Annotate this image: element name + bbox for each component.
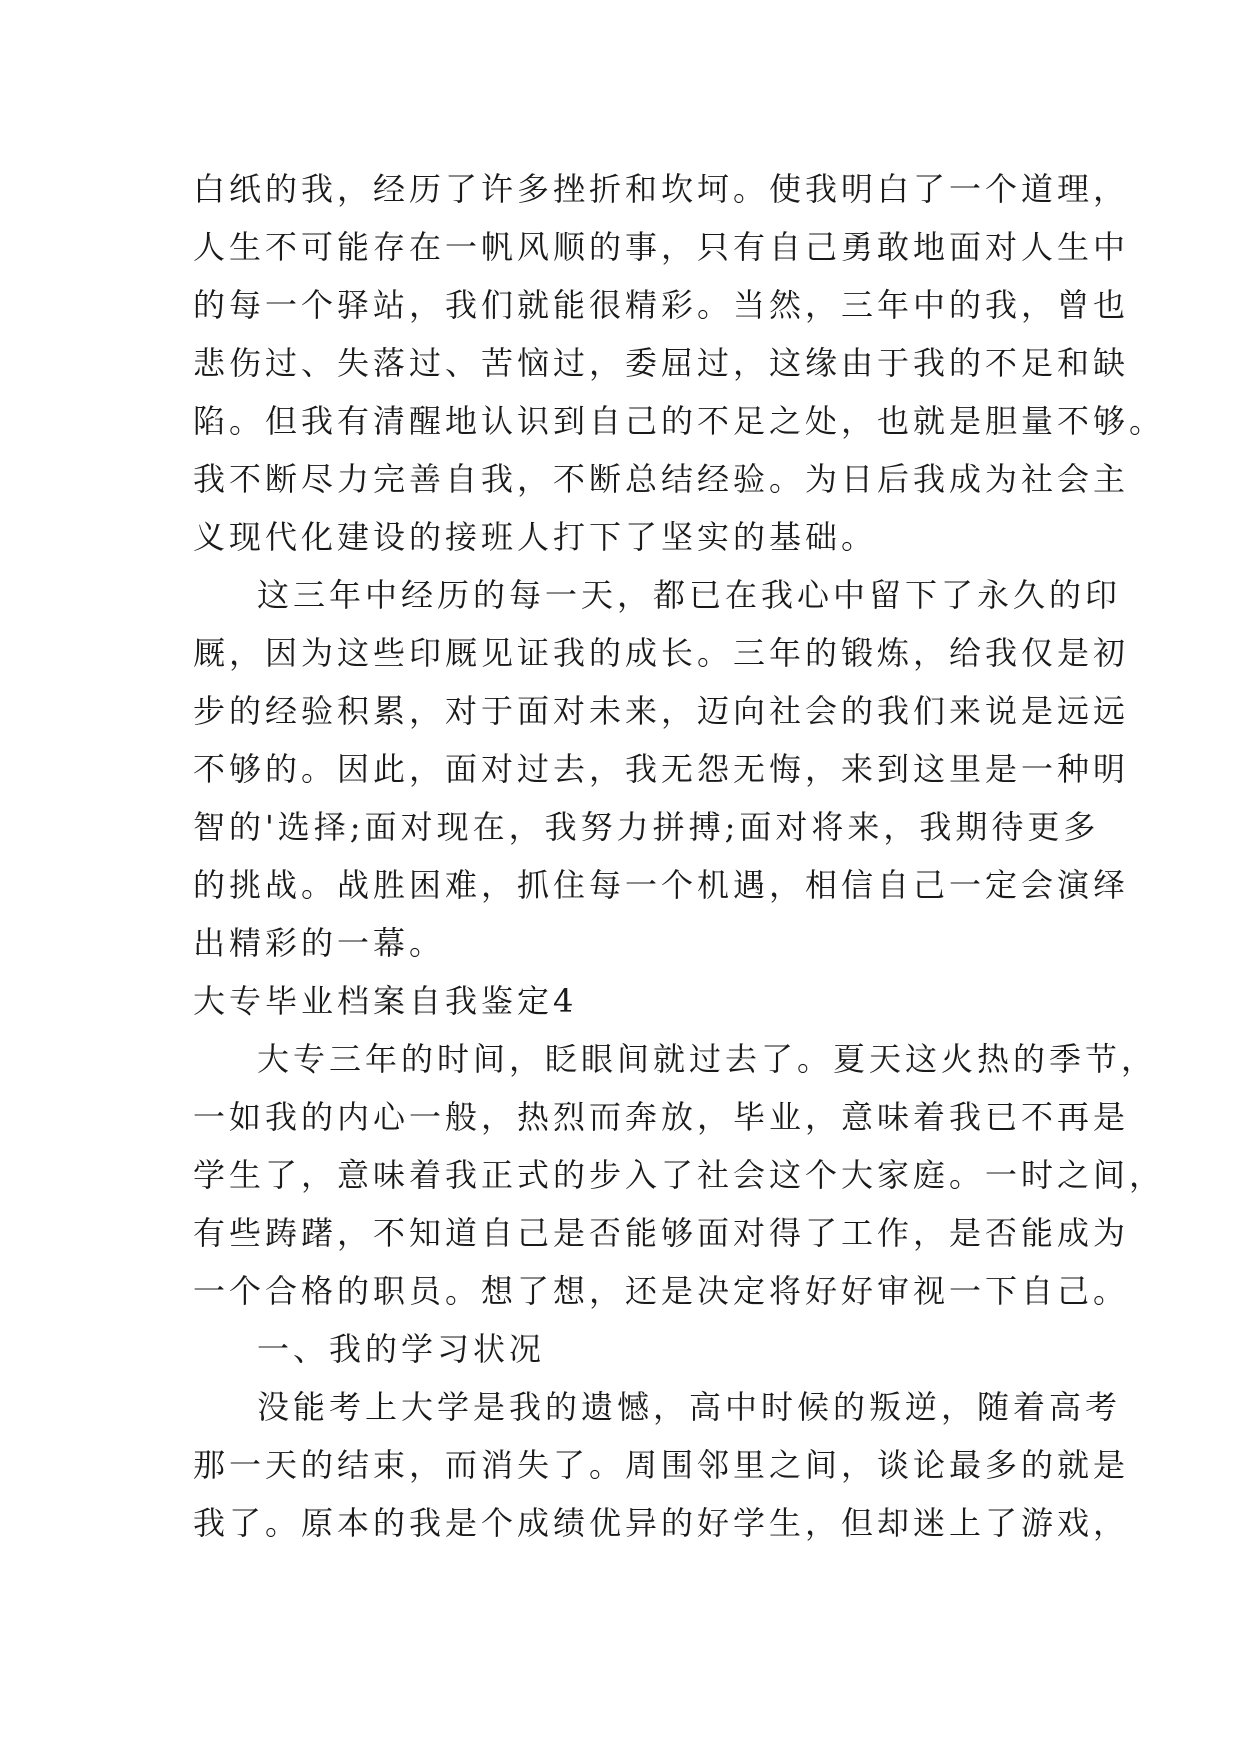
text-line: 我了。原本的我是个成绩优异的好学生，但却迷上了游戏， bbox=[193, 1504, 1130, 1542]
text-line: 智的'选择;面对现在，我努力拼搏;面对将来，我期待更多 bbox=[193, 808, 1100, 846]
text-line: 一如我的内心一般，热烈而奔放，毕业，意味着我已不再是 bbox=[193, 1098, 1130, 1136]
text-line: 步的经验积累，对于面对未来，迈向社会的我们来说是远远 bbox=[193, 692, 1130, 730]
text-line: 的挑战。战胜困难，抓住每一个机遇，相信自己一定会演绎 bbox=[193, 866, 1130, 904]
paragraph-start-line: 这三年中经历的每一天，都已在我心中留下了永久的印 bbox=[257, 576, 1122, 614]
section-heading: 大专毕业档案自我鉴定4 bbox=[193, 982, 578, 1020]
text-line: 出精彩的一幕。 bbox=[193, 924, 446, 962]
text-line: 我不断尽力完善自我，不断总结经验。为日后我成为社会主 bbox=[193, 460, 1130, 498]
text-line: 一个合格的职员。想了想，还是决定将好好审视一下自己。 bbox=[193, 1272, 1130, 1310]
text-line: 的每一个驿站，我们就能很精彩。当然，三年中的我，曾也 bbox=[193, 286, 1130, 324]
text-line: 义现代化建设的接班人打下了坚实的基础。 bbox=[193, 518, 878, 556]
paragraph-start-line: 大专三年的时间，眨眼间就过去了。夏天这火热的季节， bbox=[257, 1040, 1158, 1078]
text-line: 白纸的我，经历了许多挫折和坎坷。使我明白了一个道理， bbox=[193, 170, 1130, 208]
text-line: 陷。但我有清醒地认识到自己的不足之处，也就是胆量不够。 bbox=[193, 402, 1166, 440]
paragraph-start-line: 没能考上大学是我的遗憾，高中时候的叛逆，随着高考 bbox=[257, 1388, 1122, 1426]
document-body bbox=[193, 160, 1166, 1552]
text-line: 学生了，意味着我正式的步入了社会这个大家庭。一时之间， bbox=[193, 1156, 1166, 1194]
text-line: 那一天的结束，而消失了。周围邻里之间，谈论最多的就是 bbox=[193, 1446, 1130, 1484]
text-line: 悲伤过、失落过、苦恼过，委屈过，这缘由于我的不足和缺 bbox=[193, 344, 1130, 382]
text-line: 有些踌躇，不知道自己是否能够面对得了工作，是否能成为 bbox=[193, 1214, 1130, 1252]
text-line: 厩，因为这些印厩见证我的成长。三年的锻炼，给我仅是初 bbox=[193, 634, 1130, 672]
subsection-heading: 一、我的学习状况 bbox=[257, 1330, 546, 1368]
text-line: 人生不可能存在一帆风顺的事，只有自己勇敢地面对人生中 bbox=[193, 228, 1130, 266]
text-line: 不够的。因此，面对过去，我无怨无悔，来到这里是一种明 bbox=[193, 750, 1130, 788]
